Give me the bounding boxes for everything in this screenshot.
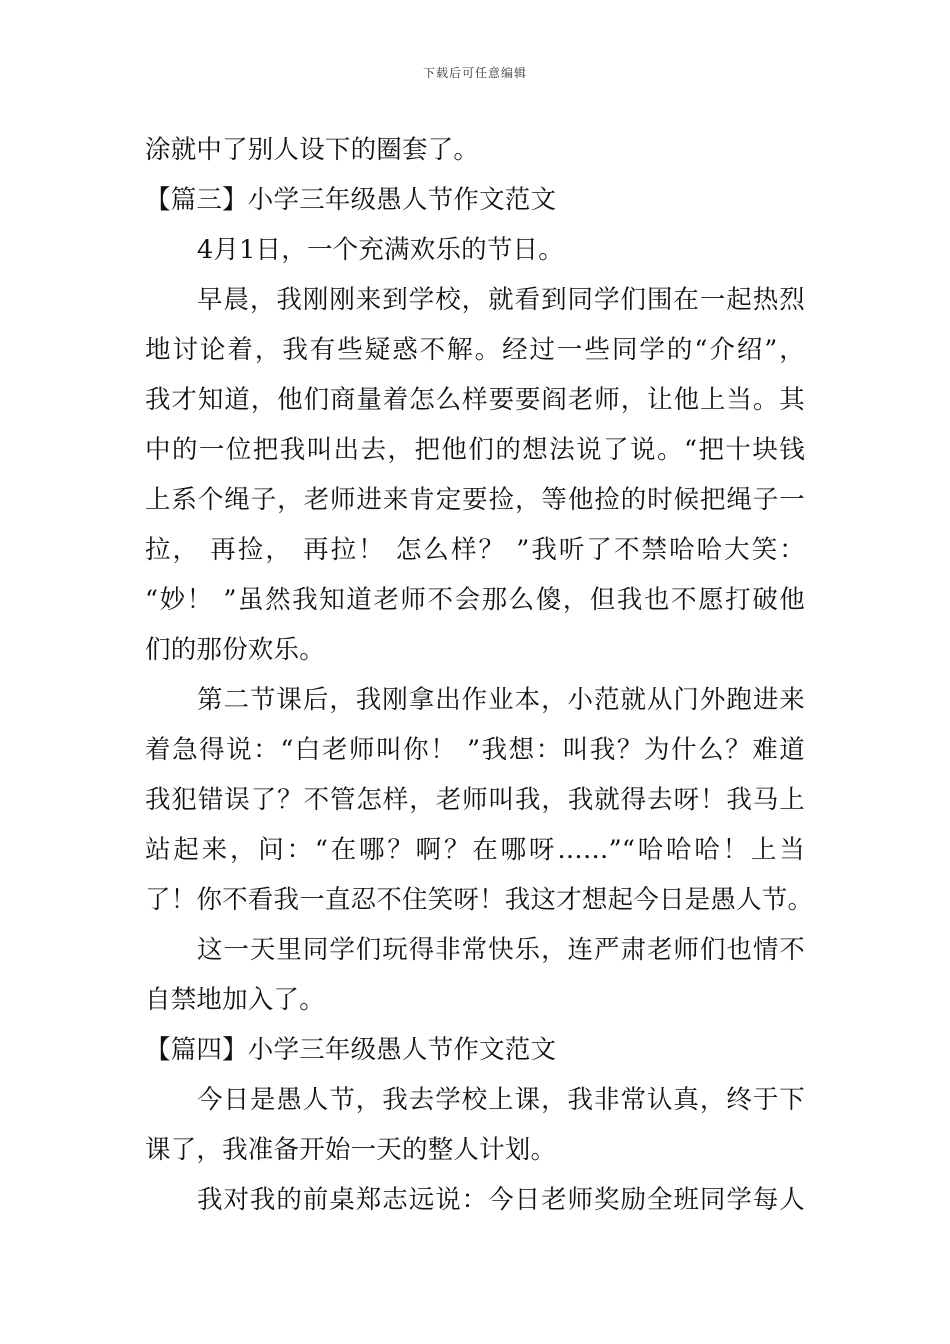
text-line: 今日是愚人节，我去学校上课，我非常认真，终于下 (197, 1085, 805, 1115)
section-heading: 【篇四】小学三年级愚人节作文范文 (145, 1035, 557, 1065)
text-line: 我对我的前桌郑志远说：今日老师奖励全班同学每人 (197, 1185, 805, 1215)
text-line: 第二节课后，我刚拿出作业本，小范就从门外跑进来 (197, 685, 805, 715)
page-header-note: 下载后可任意编辑 (422, 66, 527, 80)
text-line: 早晨，我刚刚来到学校，就看到同学们围在一起热烈 (197, 285, 805, 315)
text-line: 了！你不看我一直忍不住笑呀！我这才想起今日是愚人节。 (145, 885, 814, 915)
text-line: 我犯错误了？不管怎样，老师叫我，我就得去呀！我马上 (145, 785, 805, 815)
text-line: 我才知道，他们商量着怎么样要要阎老师，让他上当。其 (145, 385, 805, 415)
text-line: 涂就中了别人设下的圈套了。 (145, 135, 480, 165)
text-line: 站起来，问：“在哪？啊？在哪呀……”“哈哈哈！上当 (145, 835, 805, 865)
text-line: 课了，我准备开始一天的整人计划。 (145, 1135, 557, 1165)
text-line: 上系个绳子，老师进来肯定要捡，等他捡的时候把绳子一 (145, 485, 805, 515)
text-line: 这一天里同学们玩得非常快乐，连严肃老师们也情不 (197, 935, 805, 965)
text-line: “妙！ ”虽然我知道老师不会那么傻，但我也不愿打破他 (145, 585, 805, 615)
text-line: 中的一位把我叫出去，把他们的想法说了说。“把十块钱 (145, 435, 805, 465)
document-body (145, 125, 814, 1225)
text-line: 们的那份欢乐。 (145, 635, 325, 665)
text-line: 自禁地加入了。 (145, 985, 325, 1015)
section-heading: 【篇三】小学三年级愚人节作文范文 (145, 185, 557, 215)
text-line: 着急得说：“白老师叫你！ ”我想：叫我？为什么？难道 (145, 735, 805, 765)
text-line: 地讨论着，我有些疑惑不解。经过一些同学的“介绍”， (145, 335, 805, 365)
text-line: 4月1日，一个充满欢乐的节日。 (197, 235, 564, 265)
text-line: 拉， 再捡， 再拉！ 怎么样？ ”我听了不禁哈哈大笑： (145, 535, 805, 565)
